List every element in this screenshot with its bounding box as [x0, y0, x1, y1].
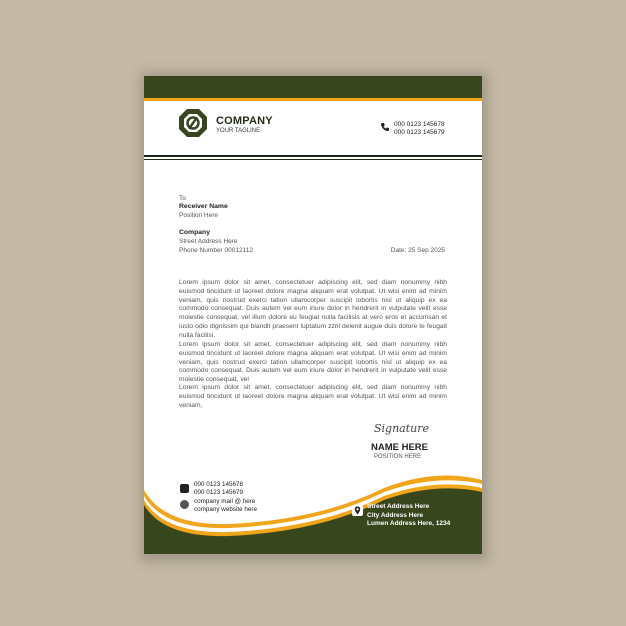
body-paragraph: Lorem ipsum dolor sit amet, consectetuer adipiscing elit, sed diam nonummy nibh euismod tincidunt ut laoreet dolore magna aliquam erat volutpat. Ut wisi enim ad minim veniam, quis nostrud exerci tation ullamcorper suscipit lobortis nisl ut aliquip ex ea commodo consequat. Duis autem vel eum iriure dolor in hendrerit in vulputate velit esse molestie consequat, vel illum dolore eu feugiat nulla facilisis at vero eros et accumsan et iusto odio dignissim qui blandit praesent luptatum zzril delenit augue duis dolore te feugait nulla facilisi. — [179, 279, 447, 339]
sender-company: Company — [179, 229, 210, 236]
header-accent-line — [144, 98, 482, 101]
footer-street: Street Address Here — [367, 503, 430, 510]
footer-lumen: Lumen Address Here, 1234 — [367, 520, 451, 527]
receiver-name: Receiver Name — [179, 203, 228, 210]
sender-address: Street Address Here — [179, 238, 238, 245]
footer-address — [367, 503, 450, 529]
phone-icon — [380, 122, 390, 132]
footer-phone-1: 000 0123 145678 — [194, 481, 244, 488]
body-paragraph: Lorem ipsum dolor sit amet, consectetuer adipiscing elit, sed diam nonummy nibh euismod tincidunt ut laoreet dolore magna aliquam erat volutpat. Ut wisi enim ad minim veniam, quis nostrud exerci tation ullamcorper suscipit lobortis nisl ut aliquip ex ea commodo consequat. Duis autem vel eum iriure dolor in hendrerit in vulputate velit esse molestie consequat, vel — [179, 341, 447, 384]
sender-phone: Phone Number 00012112 — [179, 247, 253, 254]
header-phone-2: 000 0123 145679 — [394, 129, 445, 136]
web-icon — [180, 500, 189, 509]
letterhead-page — [144, 76, 482, 554]
to-label: To — [179, 195, 186, 202]
footer-phone-2: 000 0123 145679 — [194, 489, 244, 496]
footer-phones — [194, 481, 243, 497]
header-divider-thick — [144, 155, 482, 157]
signature-script: Signature — [374, 422, 430, 435]
footer-web — [194, 498, 257, 514]
footer-website: company website here — [194, 506, 258, 513]
header-bar — [144, 76, 482, 98]
footer-phone-icon — [180, 484, 189, 493]
location-icon — [352, 505, 363, 516]
company-tagline: YOUR TAGLINE — [216, 128, 261, 134]
header-divider-thin — [144, 159, 482, 160]
header-phone-1: 000 0123 145678 — [394, 121, 445, 128]
signatory-name: NAME HERE — [371, 442, 429, 453]
header-phones — [394, 121, 445, 137]
footer-city: City Address Here — [367, 511, 424, 519]
signatory-position: POSITION HERE — [374, 454, 422, 460]
logo-icon — [178, 108, 208, 138]
footer-mail: company mail @ here — [194, 498, 256, 505]
receiver-position: Position Here — [179, 212, 219, 219]
company-name: COMPANY — [216, 115, 273, 127]
letter-date: Date: 25 Sep 2025 — [390, 247, 445, 254]
body-paragraph: Lorem ipsum dolor sit amet, consectetuer adipiscing elit, sed diam nonummy nibh euismod tincidunt ut laoreet dolore magna aliquam erat volutpat. Ut wisi enim ad minim veniam, — [179, 384, 447, 409]
